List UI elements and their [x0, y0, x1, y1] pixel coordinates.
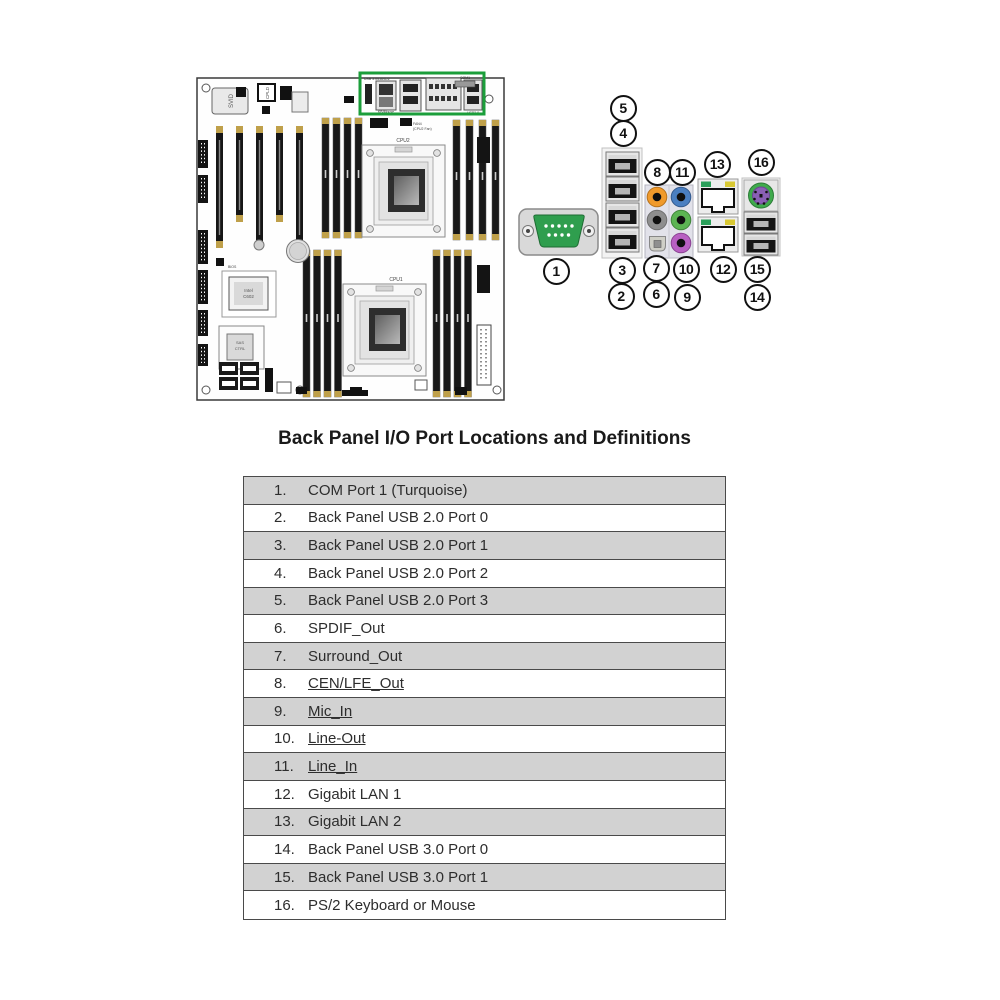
- table-row: [244, 836, 725, 864]
- row-number: 15.: [274, 868, 295, 886]
- table-row: [244, 532, 725, 560]
- row-label: CEN/LFE_Out: [308, 675, 404, 693]
- sas-label-1: SAS: [235, 340, 245, 345]
- callout-3: 3: [609, 257, 636, 284]
- callout-12: 12: [710, 256, 737, 283]
- callout-16: 16: [748, 149, 775, 176]
- table-row: [244, 781, 725, 809]
- lan1-port: [698, 217, 738, 252]
- table-row: [244, 477, 725, 505]
- sas-label-2: CTRL: [234, 346, 246, 351]
- callout-1: 1: [543, 258, 570, 285]
- svid-label: SVID: [229, 93, 235, 108]
- row-label: Line_In: [308, 758, 358, 776]
- row-label: Back Panel USB 2.0 Port 0: [308, 509, 489, 527]
- chipset-label-2: C602: [243, 294, 254, 299]
- callout-15: 15: [744, 256, 771, 283]
- callout-11: 11: [669, 159, 696, 186]
- row-number: 14.: [274, 840, 295, 858]
- cpu1-socket: [343, 284, 426, 376]
- row-label: Line-Out: [308, 730, 366, 748]
- table-row: [244, 891, 725, 919]
- cen-lfe-jack-hole: [653, 193, 662, 202]
- table-row: [244, 505, 725, 533]
- table-row: [244, 698, 725, 726]
- com1-label: COM1: [459, 76, 471, 80]
- cpu1-label: CPU1: [389, 277, 403, 283]
- callout-7: 7: [643, 255, 670, 282]
- cpu2-label: CPU2: [396, 138, 410, 144]
- audio-label: 7.1 Audio: [435, 112, 451, 116]
- usb3-port-0: [744, 234, 778, 255]
- callout-4: 4: [610, 120, 637, 147]
- table-row: [244, 864, 725, 892]
- callout-9: 9: [674, 284, 701, 311]
- usb2-port-2: [606, 177, 639, 201]
- usb3-port-1: [744, 212, 778, 233]
- table-row: [244, 809, 725, 837]
- row-number: 9.: [274, 702, 287, 720]
- io-port-table: [243, 476, 726, 920]
- row-number: 11.: [274, 758, 294, 776]
- row-label: SPDIF_Out: [308, 619, 385, 637]
- table-row: [244, 560, 725, 588]
- com-port: [519, 209, 598, 255]
- callout-2: 2: [608, 283, 635, 310]
- table-row: [244, 726, 725, 754]
- ps2-usb3-column: [742, 178, 780, 256]
- line-out-jack-hole: [677, 216, 686, 225]
- mic-jack-hole: [677, 239, 686, 248]
- surround-jack-hole: [653, 216, 662, 225]
- usb2-port-1: [606, 203, 639, 227]
- row-label: Back Panel USB 2.0 Port 3: [308, 592, 489, 610]
- usb2-port-3: [606, 152, 639, 176]
- bios-label: BIOS: [228, 265, 237, 269]
- usb2-port-0: [606, 228, 639, 252]
- cpu2-socket: [362, 145, 445, 237]
- row-number: 16.: [274, 896, 295, 914]
- chipset-label-1: Intel: [244, 288, 253, 293]
- row-label: Gigabit LAN 1: [308, 785, 402, 803]
- usb3-lan-label: USB 3.0/LAN1/2: [364, 77, 390, 81]
- usb20-label: USB2.0: [466, 111, 480, 115]
- row-number: 13.: [274, 813, 295, 831]
- row-label: Back Panel USB 3.0 Port 1: [308, 868, 489, 886]
- row-number: 10.: [274, 730, 295, 748]
- db9-connector: [534, 215, 585, 247]
- audio-jacks: [645, 185, 693, 258]
- callout-5: 5: [610, 95, 637, 122]
- callout-14: 14: [744, 284, 771, 311]
- page-title: Back Panel I/O Port Locations and Definitions: [278, 428, 691, 449]
- row-number: 4.: [274, 564, 287, 582]
- row-number: 5.: [274, 592, 287, 610]
- table-row: [244, 615, 725, 643]
- table-row: [244, 753, 725, 781]
- row-number: 12.: [274, 785, 295, 803]
- callout-10: 10: [673, 256, 700, 283]
- row-label: Mic_In: [308, 702, 353, 720]
- row-number: 3.: [274, 537, 287, 555]
- row-label: Back Panel USB 2.0 Port 2: [308, 564, 489, 582]
- table-row: [244, 670, 725, 698]
- row-number: 7.: [274, 647, 287, 665]
- motherboard-diagram: [197, 73, 504, 400]
- spdif-port-hole: [654, 241, 661, 248]
- row-label: Surround_Out: [308, 647, 403, 665]
- row-number: 2.: [274, 509, 287, 527]
- row-label: Gigabit LAN 2: [308, 813, 402, 831]
- row-number: 1.: [274, 481, 287, 499]
- row-number: 6.: [274, 619, 287, 637]
- row-label: COM Port 1 (Turquoise): [308, 481, 468, 499]
- cpld-label: CPLD: [265, 86, 270, 99]
- row-label: PS/2 Keyboard or Mouse: [308, 896, 476, 914]
- fan4-label: FAN4: [413, 122, 422, 126]
- callout-13: 13: [704, 151, 731, 178]
- callout-8: 8: [644, 159, 671, 186]
- row-label: Back Panel USB 3.0 Port 0: [308, 840, 489, 858]
- row-number: 8.: [274, 675, 287, 693]
- fan4-label2: (CPU2 Fan): [413, 127, 432, 131]
- line-in-jack-hole: [677, 193, 686, 202]
- table-row: [244, 588, 725, 616]
- callout-6: 6: [643, 281, 670, 308]
- kb-mouse-label: KB/Mouse: [377, 110, 395, 114]
- lan2-port: [698, 179, 738, 214]
- usb2-stack: [602, 148, 642, 258]
- table-row: [244, 643, 725, 671]
- row-label: Back Panel USB 2.0 Port 1: [308, 537, 489, 555]
